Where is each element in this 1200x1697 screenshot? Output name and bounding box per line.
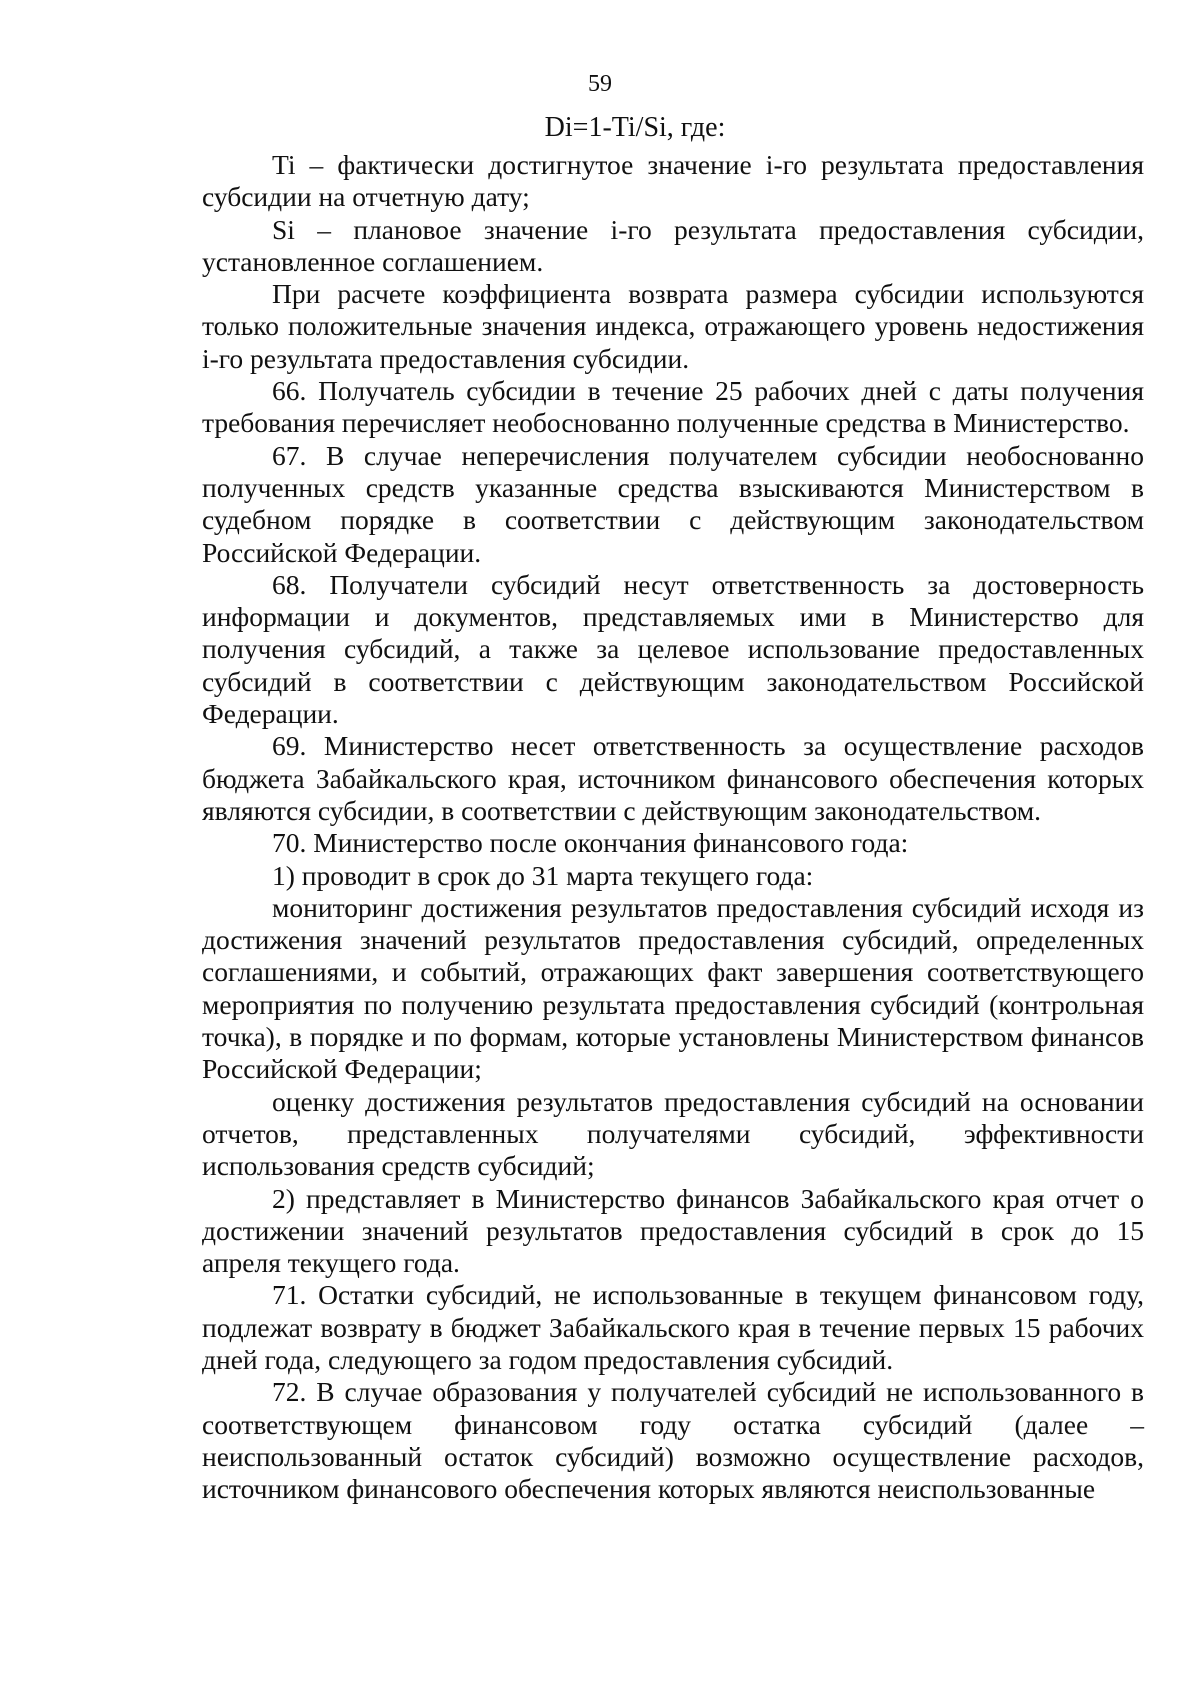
page-number: 59 xyxy=(588,71,612,97)
paragraph-ti-definition: Ti – фактически достигнутое значение i-го результата предоставления субсидии на отчетную дату; xyxy=(202,149,1144,213)
paragraph-67: 67. В случае неперечисления получателем субсидии необоснованно полученных средств указанные средства взыскиваются Министерством в судебном порядке в соответствии с действующим законодательством Российской Федерации. xyxy=(202,439,1144,568)
paragraph-70-item-1: 1) проводит в срок до 31 марта текущего года: xyxy=(272,859,814,891)
paragraph-70-monitoring: мониторинг достижения результатов предоставления субсидий исходя из достижения значений результатов предоставления субсидий, определенных соглашениями, и событий, отражающих факт завершения соответствующего мероприятия по получению результата предоставления субсидий (контрольная точка), в порядке и по формам, которые установлены Министерством финансов Российской Федерации; xyxy=(202,891,1144,1085)
paragraph-72: 72. В случае образования у получателей субсидий не использованного в соответствующем финансовом году остатка субсидий (далее – неиспользованный остаток субсидий) возможно осуществление расходов, источником финансового обеспечения которых являются неиспользованные xyxy=(202,1376,1144,1505)
paragraph-coefficient-note: При расчете коэффициента возврата размера субсидии используются только положительные значения индекса, отражающего уровень недостижения i-го результата предоставления субсидии. xyxy=(202,278,1144,374)
document-body xyxy=(202,149,1144,1505)
paragraph-66: 66. Получатель субсидии в течение 25 рабочих дней с даты получения требования перечисляет необоснованно полученные средства в Министерство. xyxy=(202,375,1144,439)
paragraph-70-evaluation: оценку достижения результатов предоставления субсидий на основании отчетов, представленных получателями субсидий, эффективности использования средств субсидий; xyxy=(202,1085,1144,1182)
paragraph-si-definition: Si – плановое значение i-го результата предоставления субсидии, установленное соглашением. xyxy=(202,213,1144,277)
paragraph-69: 69. Министерство несет ответственность за осуществление расходов бюджета Забайкальского края, источником финансового обеспечения которых являются субсидии, в соответствии с действующим законодательством. xyxy=(202,730,1144,826)
paragraph-71: 71. Остатки субсидий, не использованные в текущем финансовом году, подлежат возврату в бюджет Забайкальского края в течение первых 15 рабочих дней года, следующего за годом предоставления субсидий. xyxy=(202,1279,1144,1375)
paragraph-70-item-2: 2) представляет в Министерство финансов Забайкальского края отчет о достижении значений результатов предоставления субсидий в срок до 15 апреля текущего года. xyxy=(202,1182,1144,1279)
formula: Di=1-Ti/Si, где: xyxy=(544,112,726,143)
paragraph-70: 70. Министерство после окончания финансового года: xyxy=(272,827,909,859)
paragraph-68: 68. Получатели субсидий несут ответственность за достоверность информации и документов, представляемых ими в Министерство для получения субсидий, а также за целевое использование предоставленных субсидий в соответствии с действующим законодательством Российской Федерации. xyxy=(202,568,1144,730)
